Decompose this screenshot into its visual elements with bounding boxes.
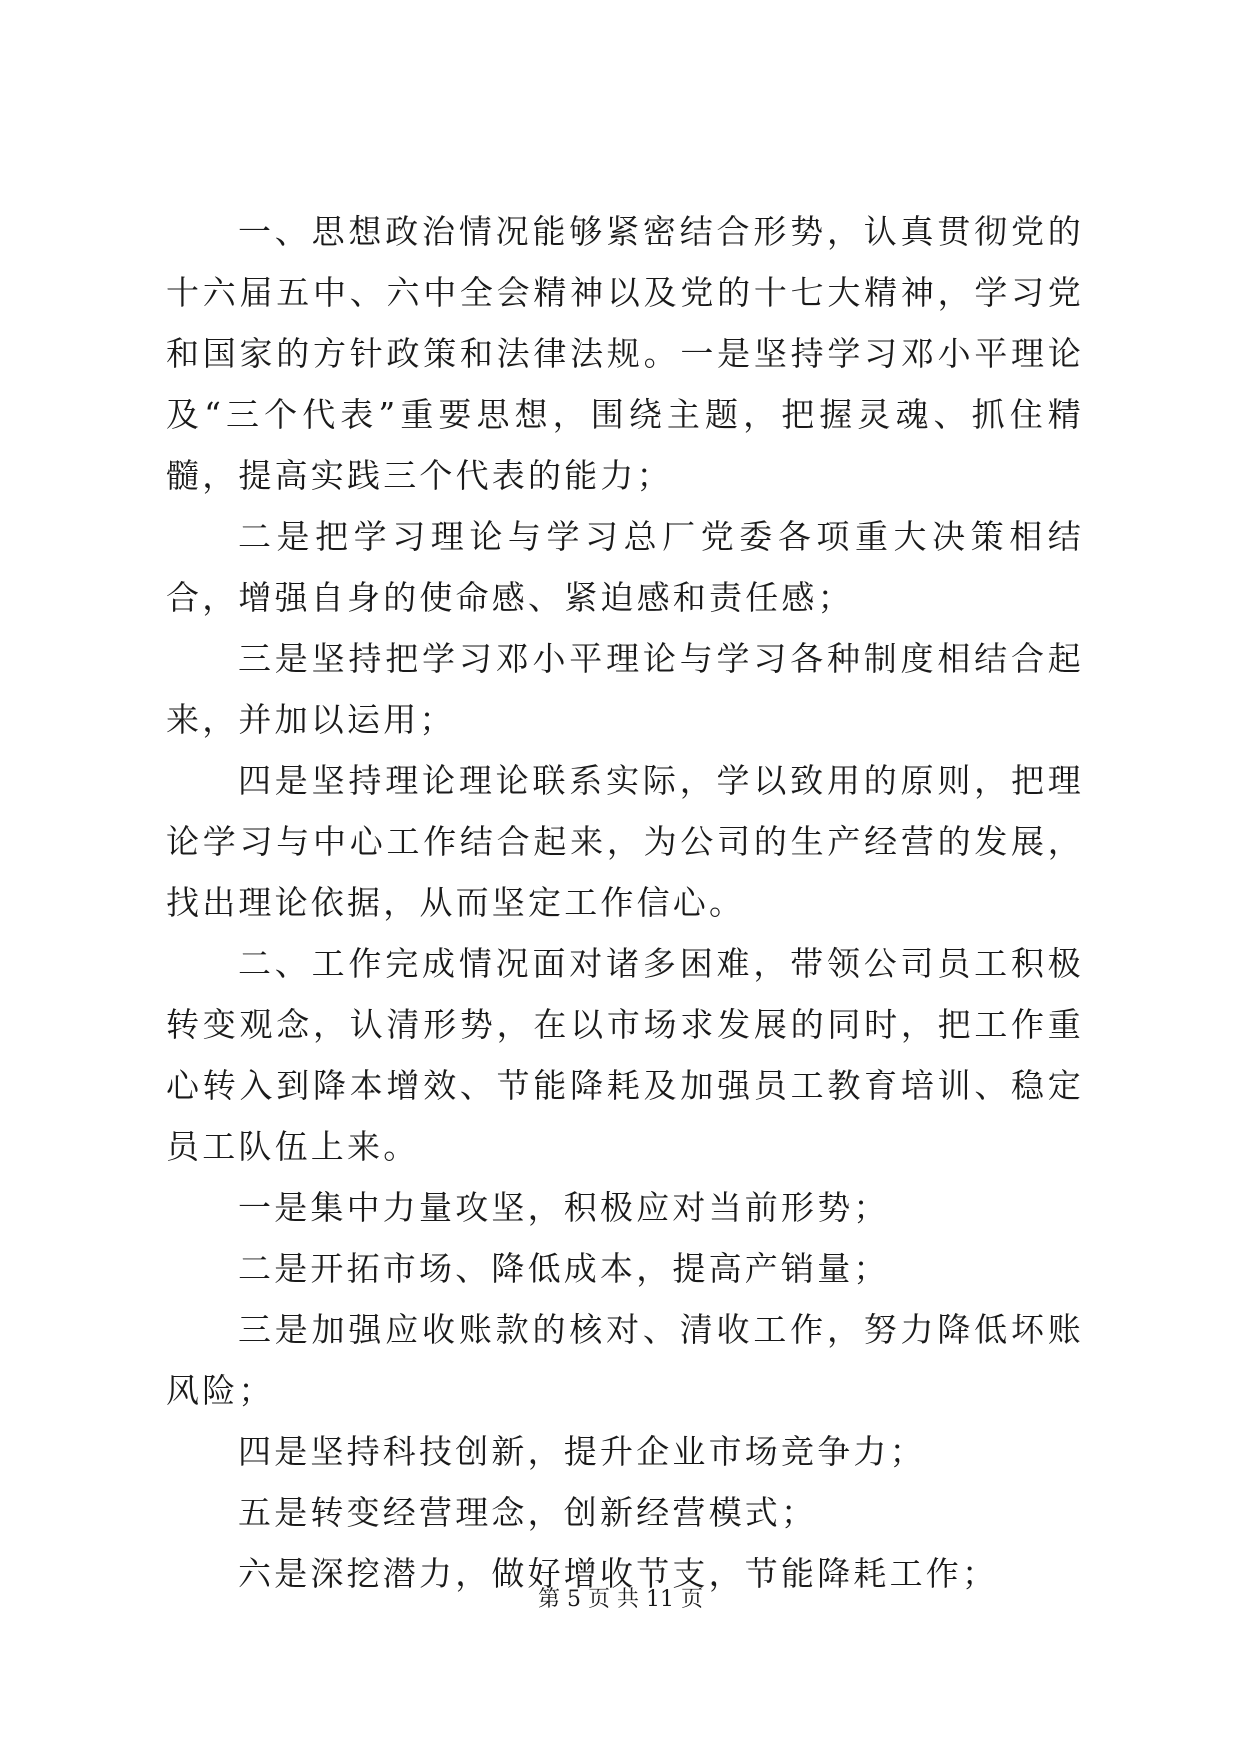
- paragraph-4: 四是坚持理论理论联系实际，学以致用的原则，把理论学习与中心工作结合起来，为公司的生产经营的发展，找出理论依据，从而坚定工作信心。: [166, 761, 1084, 922]
- paragraph-3: 三是坚持把学习邓小平理论与学习各种制度相结合起来，并加以运用；: [166, 639, 1084, 739]
- paragraph-9: 四是坚持科技创新，提升企业市场竞争力；: [238, 1432, 926, 1471]
- paragraph-1: 一、思想政治情况能够紧密结合形势，认真贯彻党的十六届五中、六中全会精神以及党的十七大精神，学习党和国家的方针政策和法律法规。一是坚持学习邓小平理论及“三个代表”重要思想，围绕主题，把握灵魂、抓住精髓，提高实践三个代表的能力；: [166, 212, 1084, 495]
- paragraph-7: 二是开拓市场、降低成本，提高产销量；: [238, 1249, 890, 1288]
- paragraph-5: 二、工作完成情况面对诸多困难，带领公司员工积极转变观念，认清形势，在以市场求发展的同时，把工作重心转入到降本增效、节能降耗及加强员工教育培训、稳定员工队伍上来。: [166, 944, 1084, 1166]
- paragraph-6: 一是集中力量攻坚，积极应对当前形势；: [238, 1188, 890, 1227]
- paragraph-10: 五是转变经营理念，创新经营模式；: [238, 1493, 818, 1532]
- paragraph-11: 六是深挖潜力，做好增收节支，节能降耗工作；: [238, 1554, 999, 1593]
- paragraph-2: 二是把学习理论与学习总厂党委各项重大决策相结合，增强自身的使命感、紧迫感和责任感；: [166, 517, 1084, 617]
- page-number-footer: 第 5 页 共 11 页: [538, 1587, 703, 1612]
- document-body: [166, 201, 1084, 1604]
- paragraph-8: 三是加强应收账款的核对、清收工作，努力降低坏账风险；: [166, 1310, 1084, 1410]
